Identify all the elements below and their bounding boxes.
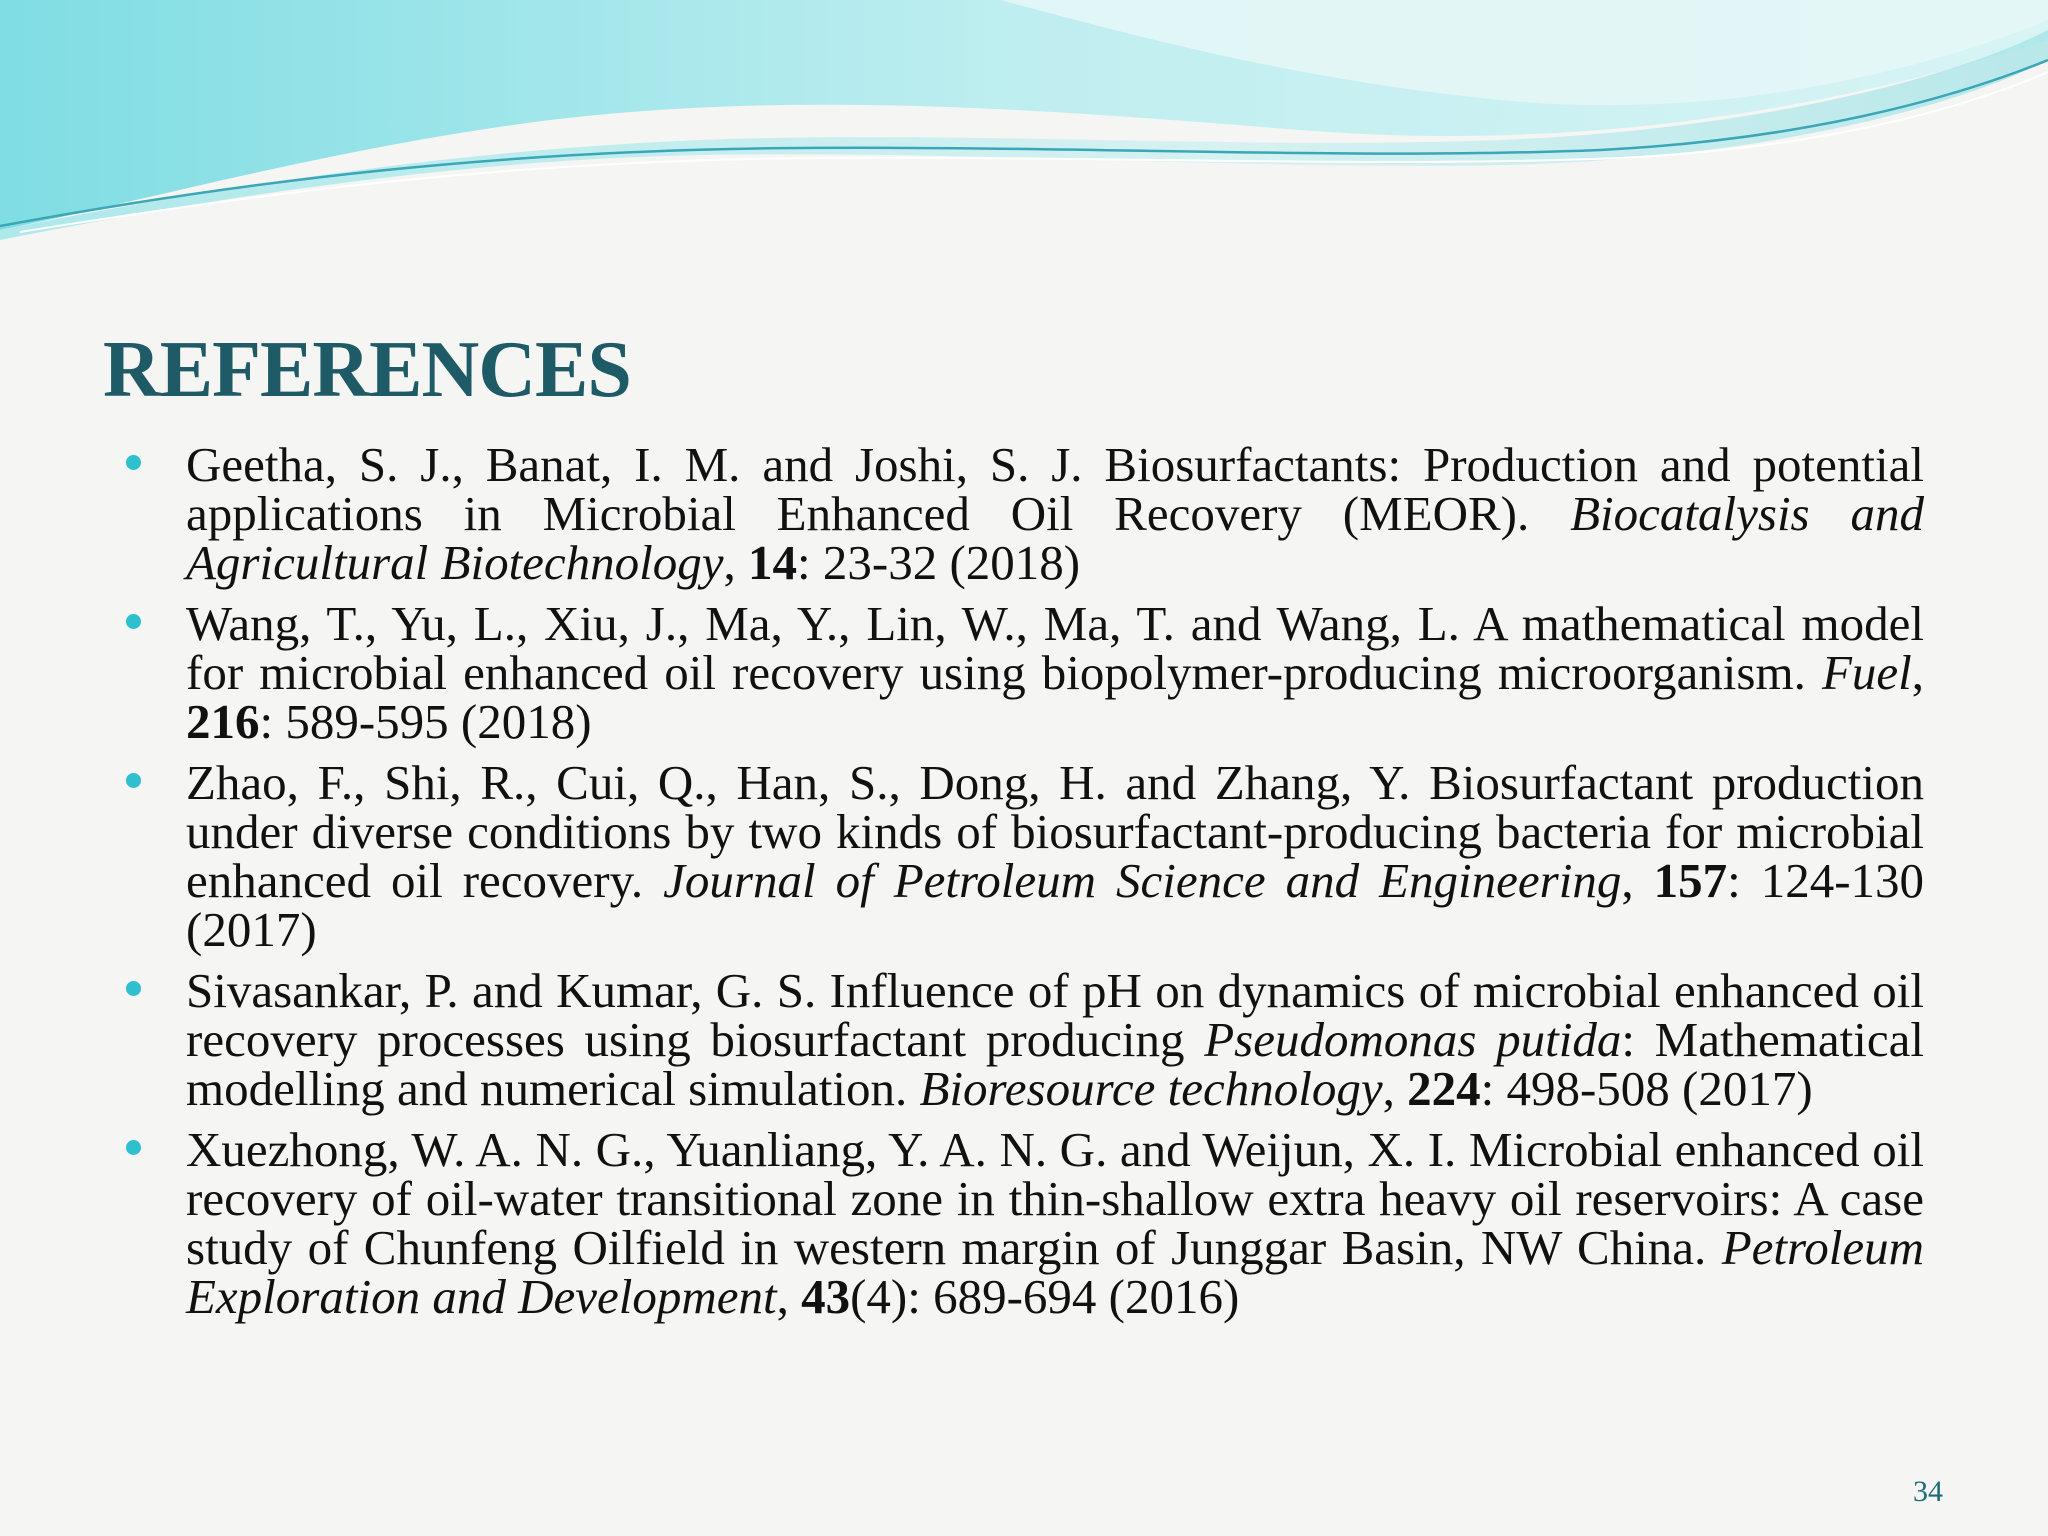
header-wave-decoration (0, 0, 2048, 260)
bullet-icon (126, 455, 141, 470)
reference-item: Sivasankar, P. and Kumar, G. S. Influence of pH on dynamics of microbial enhanced oil recovery processes using biosurfactant producing Pseudomonas putida: Mathematical modelling and numerical simulation. Bioresource technology, 224: 498-508 (2017) (186, 966, 1924, 1113)
reference-item: Wang, T., Yu, L., Xiu, J., Ma, Y., Lin, W., Ma, T. and Wang, L. A mathematical model for microbial enhanced oil recovery using biopolymer-producing microorganism. Fuel, 216: 589-595 (2018) (186, 599, 1924, 746)
reference-item: Xuezhong, W. A. N. G., Yuanliang, Y. A. N. G. and Weijun, X. I. Microbial enhanced oil recovery of oil-water transitional zone in thin-shallow extra heavy oil reservoirs: A case study of Chunfeng Oilfield in western margin of Junggar Basin, NW China. Petroleum Exploration and Development, 43(4): 689-694 (2016) (186, 1125, 1924, 1321)
page-title: REFERENCES (103, 326, 631, 414)
bullet-icon (126, 1140, 141, 1155)
reference-item: Geetha, S. J., Banat, I. M. and Joshi, S. J. Biosurfactants: Production and potential applications in Microbial Enhanced Oil Recovery (MEOR). Biocatalysis and Agricultural Biotechnology, 14: 23-32 (2018) (186, 440, 1924, 587)
bullet-icon (126, 773, 141, 788)
reference-list (186, 437, 1925, 1333)
bullet-icon (126, 614, 141, 629)
reference-item: Zhao, F., Shi, R., Cui, Q., Han, S., Dong, H. and Zhang, Y. Biosurfactant production under diverse conditions by two kinds of biosurfactant-producing bacteria for microbial enhanced oil recovery. Journal of Petroleum Science and Engineering, 157: 124-130 (2017) (186, 758, 1924, 954)
page-number: 34 (1913, 1475, 1943, 1508)
bullet-icon (126, 981, 141, 996)
